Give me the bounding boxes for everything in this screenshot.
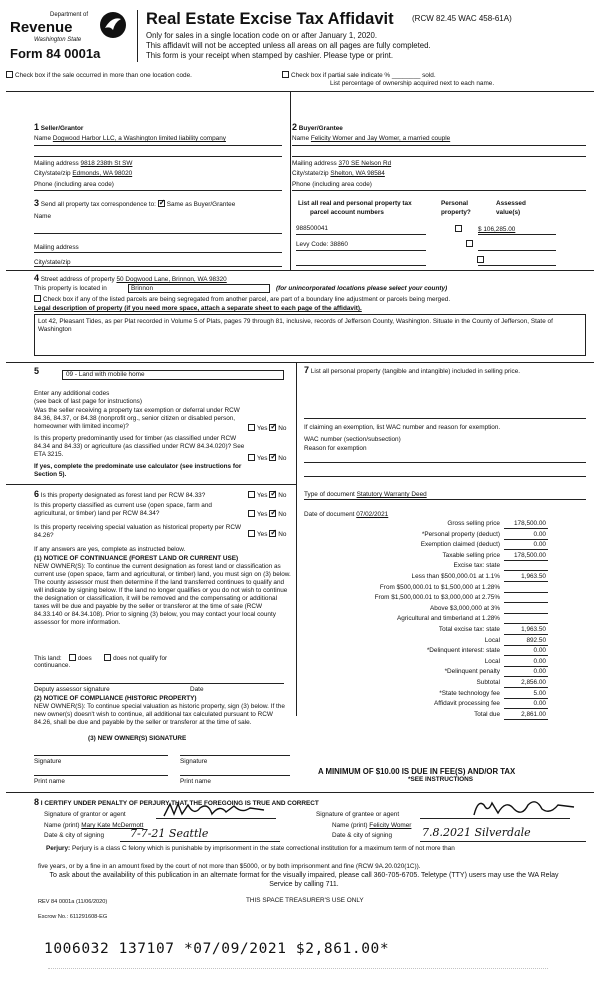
tax-row-value[interactable]: 1,963.50 — [521, 626, 546, 633]
tax-row-value[interactable]: 0.00 — [533, 668, 546, 676]
tax-row-value[interactable]: 0.00 — [533, 530, 546, 538]
tax-row-label: *State technology fee — [439, 689, 500, 697]
buyer-phone-field[interactable]: Phone (including area code) — [292, 181, 372, 188]
partial-sale-note: List percentage of ownership acquired next to each name. — [330, 80, 495, 87]
state-line: Washington State — [34, 37, 82, 43]
personal-col-header-2: property? — [441, 209, 471, 216]
treasurer-space-label: THIS SPACE TREASURER'S USE ONLY — [246, 897, 364, 904]
seller-heading: 1 Seller/Grantor — [34, 122, 84, 132]
additional-codes-note: (see back of last page for instructions) — [34, 398, 142, 405]
certification-heading: 8 I CERTIFY UNDER PENALTY OF PERJURY THAT THE FOREGOING IS TRUE AND CORRECT — [34, 797, 319, 807]
section-5-number: 5 — [34, 366, 40, 376]
use-code-select[interactable]: 09 - Land with mobile home — [62, 370, 284, 380]
located-in-label: This property is located in — [34, 285, 107, 292]
wac-number-label: WAC number (section/subsection) — [304, 436, 401, 443]
tax-row-label: Agricultural and timberland at 1.28% — [396, 615, 500, 623]
seller-phone-field[interactable]: Phone (including area code) — [34, 181, 114, 188]
grantor-date-written: 7-7-21 Seattle — [130, 827, 209, 840]
owner-signature-label: Signature — [34, 758, 62, 765]
tax-row-value[interactable]: 0.00 — [533, 647, 546, 655]
additional-codes-label: Enter any additional codes — [34, 390, 110, 397]
multi-location-option[interactable]: Check box if the sale occurred in more than one location code. — [6, 71, 192, 80]
continuance-label: continuance. — [34, 662, 71, 669]
tax-row-value[interactable]: 178,500.00 — [514, 520, 546, 527]
tax-row-value[interactable]: 0.00 — [533, 657, 546, 665]
form-number: Form 84 0001a — [10, 46, 101, 61]
notice-continuance-text: NEW OWNER(S): To continue the current designation as forest land or classification as current use (open space, farm and agricultural, or timber) land, you must sign on (3) below. The county assessor must then determine if the land transferred continues to qualify and will indicate by signing below. If the land no longer qualifies or you do not wish to continue the designation or classification, it will be removed and the compensating or additional taxes will be due and payable by the seller or transferor at the time of sale (RCW 84.33.140 or 84.34.108). Prior to signing (3) below, you may contact your local county assessor for more information. — [34, 563, 291, 626]
owner-print-name-label: Print name — [34, 778, 65, 785]
tax-row-value[interactable]: 5.00 — [533, 689, 546, 697]
header-line-3: This form is your receipt when stamped by cashier. Please type or print. — [146, 51, 394, 60]
this-land-options[interactable]: This land: does does not qualify for — [34, 655, 168, 662]
section-6-instructions: If any answers are yes, complete as instructed below. — [34, 546, 186, 553]
grantee-signature-label: Signature of grantee or agent — [316, 811, 400, 818]
escrow-number: Escrow No.: 611291608-EG — [38, 914, 108, 920]
header-line-1: Only for sales in a single location code on or after January 1, 2020. — [146, 31, 378, 40]
predominate-use-note: If yes, complete the predominate use calculator (see instructions for Section 5). — [34, 463, 242, 478]
personal-property-checkbox[interactable] — [477, 256, 484, 263]
tax-row-label: *Delinquent penalty — [444, 668, 500, 676]
grantor-signature-label: Signature of grantor or agent — [44, 811, 126, 818]
grantee-signature-icon — [470, 795, 580, 819]
dept-line: Department of — [50, 12, 89, 18]
exemption-claim-label: If claiming an exemption, list WAC number and reason for exemption. — [304, 424, 501, 431]
scan-noise — [48, 968, 548, 978]
historic-yes-no[interactable]: Yes ✓ No — [248, 530, 286, 539]
personal-col-header: Personal — [441, 200, 468, 207]
timber-question: Is this property predominantly used for timber (as classified under RCW 84.34 and 84.33) or agriculture (as classified under RCW 84.34.020)? See ETA 3215. — [34, 435, 245, 458]
exemption-yes-no[interactable]: Yes ✓ No — [248, 424, 286, 433]
tax-row-label: *Delinquent interest: state — [426, 647, 500, 655]
timber-yes-no[interactable]: Yes ✓ No — [248, 454, 286, 463]
tax-row-label: Subtotal — [476, 679, 500, 686]
tax-row-label: *Personal property (deduct) — [421, 530, 500, 538]
parcel-col-header: List all real and personal property tax — [298, 200, 412, 207]
revenue-logo-icon — [98, 10, 128, 40]
tax-row-value[interactable]: 2,861.00 — [521, 710, 546, 718]
correspondence-city-label: City/state/zip — [34, 259, 71, 266]
seller-city-field[interactable]: City/state/zip Edmonds, WA 98020 — [34, 170, 133, 177]
grantor-signature-icon — [160, 800, 270, 820]
buyer-heading: 2 Buyer/Grantee — [292, 122, 343, 132]
personal-property-checkbox[interactable] — [455, 225, 462, 232]
owner-print-name-label-2: Print name — [180, 778, 211, 785]
document-type-field[interactable]: Type of document Statutory Warranty Deed — [304, 491, 427, 498]
tax-row-label: Local — [484, 636, 500, 644]
tax-row-label: Less than $500,000.01 at 1.1% — [411, 573, 500, 580]
form-revision: REV 84 0001a (11/06/2020) — [38, 899, 108, 905]
tax-row-label: From $500,000.01 to $1,500,000 at 1.28% — [379, 583, 500, 591]
tax-row-value[interactable]: 1,963.50 — [521, 573, 546, 580]
deputy-date-label: Date — [190, 686, 204, 693]
owner-signature-label-2: Signature — [180, 758, 208, 765]
street-address-field[interactable]: 4 Street address of property 50 Dogwood Lane, Brinnon, WA 98320 — [34, 273, 227, 283]
assessed-value: $ 106,285.00 — [478, 226, 516, 233]
located-in-select[interactable]: Brinnon — [128, 284, 270, 293]
page-title: Real Estate Excise Tax Affidavit — [146, 10, 394, 28]
personal-property-checkbox[interactable] — [466, 240, 473, 247]
tax-row-label: Total excise tax: state — [438, 626, 500, 633]
correspondence-line[interactable]: 3 Send all property tax correspondence to: ✓ Same as Buyer/Grantee — [34, 198, 235, 209]
buyer-city-field[interactable]: City/state/zip Shelton, WA 98584 — [292, 170, 385, 177]
agency-logo-text: Revenue — [10, 19, 73, 36]
parcel-row: Levy Code: 38860 — [296, 241, 348, 248]
personal-property-list: 7 List all personal property (tangible and intangible) included in selling price. — [304, 365, 521, 375]
seller-name-field[interactable]: Name Dogwood Harbor LLC, a Washington limited liability company — [34, 135, 226, 142]
notice-continuance-title: (1) NOTICE OF CONTINUANCE (FOREST LAND OR CURRENT USE) — [34, 555, 239, 562]
seller-mail-field[interactable]: Mailing address 9818 238th St SW — [34, 160, 133, 167]
tax-row-value[interactable]: 0.00 — [533, 700, 546, 708]
tax-row-label: Taxable selling price — [442, 551, 500, 559]
tax-row-label: Total due — [474, 710, 500, 718]
forest-land-question: 6 Is this property designated as forest land per RCW 84.33? — [34, 489, 206, 499]
located-note: (for unincorporated locations please select your county) — [276, 285, 448, 292]
document-date-field[interactable]: Date of document 07/02/2021 — [304, 511, 389, 518]
exemption-question: Was the seller receiving a property tax exemption or deferral under RCW 84.36, 84.37, or 84.38 (nonprofit org., senior citizen or disabled person, homeowner with limited income)? — [34, 407, 240, 430]
legal-description-box[interactable]: Lot 42, Pleasant Tides, as per Plat recorded in Volume 5 of Plats, pages 79 through 81, inclusive, records of Jefferson County, Washington. Situate in the County of Jefferson, State of Washington — [34, 314, 586, 356]
exemption-reason-label: Reason for exemption — [304, 445, 367, 452]
notice-compliance-title: (2) NOTICE OF COMPLIANCE (HISTORIC PROPERTY) — [34, 695, 197, 702]
forest-yes-no[interactable]: Yes ✓ No — [248, 491, 286, 500]
grantor-name-field[interactable]: Name (print) Mary Kate McDermott — [44, 822, 144, 829]
tax-row-value[interactable]: 2,856.00 — [521, 679, 546, 686]
parcel-row: 988500041 — [296, 225, 328, 232]
tax-row-label: Exemption claimed (deduct) — [420, 541, 500, 549]
rcw-reference: (RCW 82.45 WAC 458-61A) — [412, 14, 512, 23]
segregated-option[interactable]: Check box if any of the listed parcels are being segregated from another parcel, are part of a boundary line adjustment or parcels being merged. — [34, 295, 450, 304]
tax-row-label: Excise tax: state — [453, 562, 500, 570]
notice-compliance-text: NEW OWNER(S): To continue special valuation as historic property, sign (3) below. If the new owner(s) doesn't wish to continue, all additional tax calculated pursuant to RCW 84.26, shall be due and payable by the seller or transferor at the time of sale. — [34, 703, 285, 726]
grantee-name-field[interactable]: Name (print) Felicity Womer — [332, 822, 412, 829]
tax-row-value[interactable]: 892.50 — [526, 636, 546, 644]
historic-question: Is this property receiving special valuation as historical property per RCW 84.26? — [34, 524, 242, 539]
tax-row-value[interactable]: 178,500.00 — [514, 551, 546, 559]
tax-row-label: Gross selling price — [447, 520, 500, 527]
minimum-fee-notice: A MINIMUM OF $10.00 IS DUE IN FEE(S) AND/OR TAX — [318, 767, 516, 776]
tax-row-label: From $1,500,000.01 to $3,000,000 at 2.75% — [374, 594, 500, 602]
buyer-mail-field[interactable]: Mailing address 370 SE Nelson Rd — [292, 160, 392, 167]
perjury-line-1: Perjury: Perjury is a class C felony which is punishable by imprisonment in the state correctional institution for a maximum term of not more than — [46, 845, 455, 852]
perjury-line-2: five years, or by a fine in an amount fixed by the court of not more than $5000, or by both imprisonment and fine (RCW 9A.20.020(1C)). — [38, 863, 421, 870]
grantee-date-label: Date & city of signing — [332, 832, 393, 839]
legal-description-label: Legal description of property (if you need more space, attach a separate sheet to each page of the affidavit). — [34, 305, 362, 312]
buyer-name-field[interactable]: Name Felicity Womer and Jay Womer, a married couple — [292, 135, 451, 142]
parcel-col-header-2: parcel account numbers — [310, 209, 384, 216]
header-line-2: This affidavit will not be accepted unless all areas on all pages are fully completed. — [146, 41, 431, 50]
see-instructions-note: *SEE INSTRUCTIONS — [408, 776, 473, 783]
tax-row-label: Affidavit processing fee — [434, 700, 500, 708]
correspondence-mail-label: Mailing address — [34, 244, 79, 251]
current-use-question: Is this property classified as current use (open space, farm and agricultural, or timber) land per RCW 84.34? — [34, 502, 212, 517]
correspondence-name-label: Name — [34, 213, 52, 220]
assessed-col-header-2: value(s) — [496, 209, 521, 216]
assessed-col-header: Assessed — [496, 200, 526, 207]
tax-row-label: Above $3,000,000 at 3% — [430, 604, 500, 612]
tax-row-value[interactable]: 0.00 — [533, 541, 546, 549]
partial-sale-option[interactable]: Check box if partial sale indicate % ________ sold. — [282, 71, 436, 80]
grantor-date-label: Date & city of signing — [44, 832, 105, 839]
deputy-signature-label: Deputy assessor signature — [34, 686, 110, 693]
current-use-yes-no[interactable]: Yes ✓ No — [248, 510, 286, 519]
new-owner-signature-title: (3) NEW OWNER(S) SIGNATURE — [88, 735, 187, 742]
accessibility-note: To ask about the availability of this publication in an alternate format for the visually impaired, please call 360-705-6705. Teletype (TTY) users may use the WA Relay Service by calling 711. — [49, 872, 559, 888]
tax-row-label: Local — [484, 657, 500, 665]
treasurer-receipt-stamp: 1006032 137107 *07/09/2021 $2,861.00* — [44, 941, 390, 957]
grantee-date-written: 7.8.2021 Silverdale — [422, 826, 531, 839]
